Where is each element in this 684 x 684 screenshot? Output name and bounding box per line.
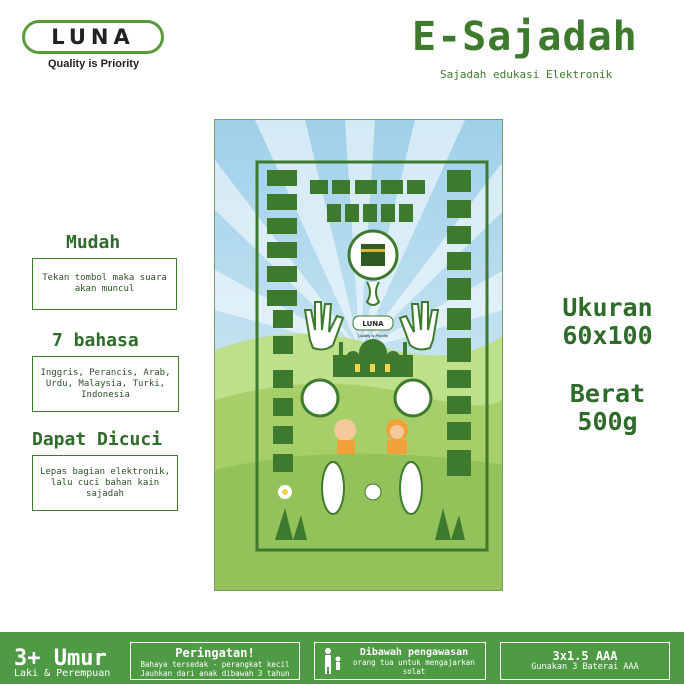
battery-box (500, 642, 670, 680)
battery-sub: Gunakan 3 Baterai AAA (531, 662, 639, 672)
right-button-column (447, 170, 471, 476)
left-knee-medallion (302, 380, 338, 416)
brand-logo (22, 20, 164, 54)
spec-weight-label: Berat (569, 379, 646, 408)
spec-size (545, 294, 670, 350)
rug-logo-sub: Quality is Priority (357, 333, 389, 338)
spec-weight-value: 500g (577, 407, 638, 436)
warning-line-2: Jauhkan dari anak dibawah 3 tahun (140, 669, 290, 678)
product-title: E-Sajadah (412, 14, 638, 60)
prayer-mat-svg (215, 120, 503, 591)
prayer-mat-illustration (214, 119, 503, 591)
parent-child-icon (321, 647, 343, 675)
supervision-title: Dibawah pengawasan (359, 646, 469, 658)
age-gender: Laki & Perempuan (14, 668, 111, 679)
brand-tagline: Quality is Priority (48, 58, 140, 70)
rug-logo-text: LUNA (362, 320, 384, 328)
spec-size-value: 60x100 (562, 321, 653, 350)
supervision-sub: orang tua untuk mengajarkan solat (353, 657, 475, 676)
age-badge: 3+ Umur (14, 646, 107, 671)
feature-title-languages: 7 bahasa (52, 330, 139, 351)
center-badge (365, 484, 381, 500)
product-subtitle: Sajadah edukasi Elektronik (440, 68, 613, 81)
feature-title-easy: Mudah (66, 232, 121, 253)
feature-box-languages: Inggris, Perancis, Arab, Urdu, Malaysia, Turki, Indonesia (32, 356, 179, 412)
right-knee-medallion (395, 380, 431, 416)
spec-weight (545, 380, 670, 436)
supervision-box (314, 642, 486, 680)
feature-box-washable: Lepas bagian elektronik, lalu cuci bahan kain sajadah (32, 455, 178, 511)
warning-line-1: Bahaya tersedak - perangkat kecil (140, 660, 290, 669)
warning-title: Peringatan! (175, 646, 255, 660)
warning-box (130, 642, 300, 680)
feature-box-easy: Tekan tombol maka suara akan muncul (32, 258, 177, 310)
brand-logo-text: LUNA (51, 25, 135, 49)
battery-title: 3x1.5 AAA (552, 649, 618, 663)
spec-size-label: Ukuran (562, 293, 653, 322)
feature-title-washable: Dapat Dicuci (32, 429, 163, 450)
